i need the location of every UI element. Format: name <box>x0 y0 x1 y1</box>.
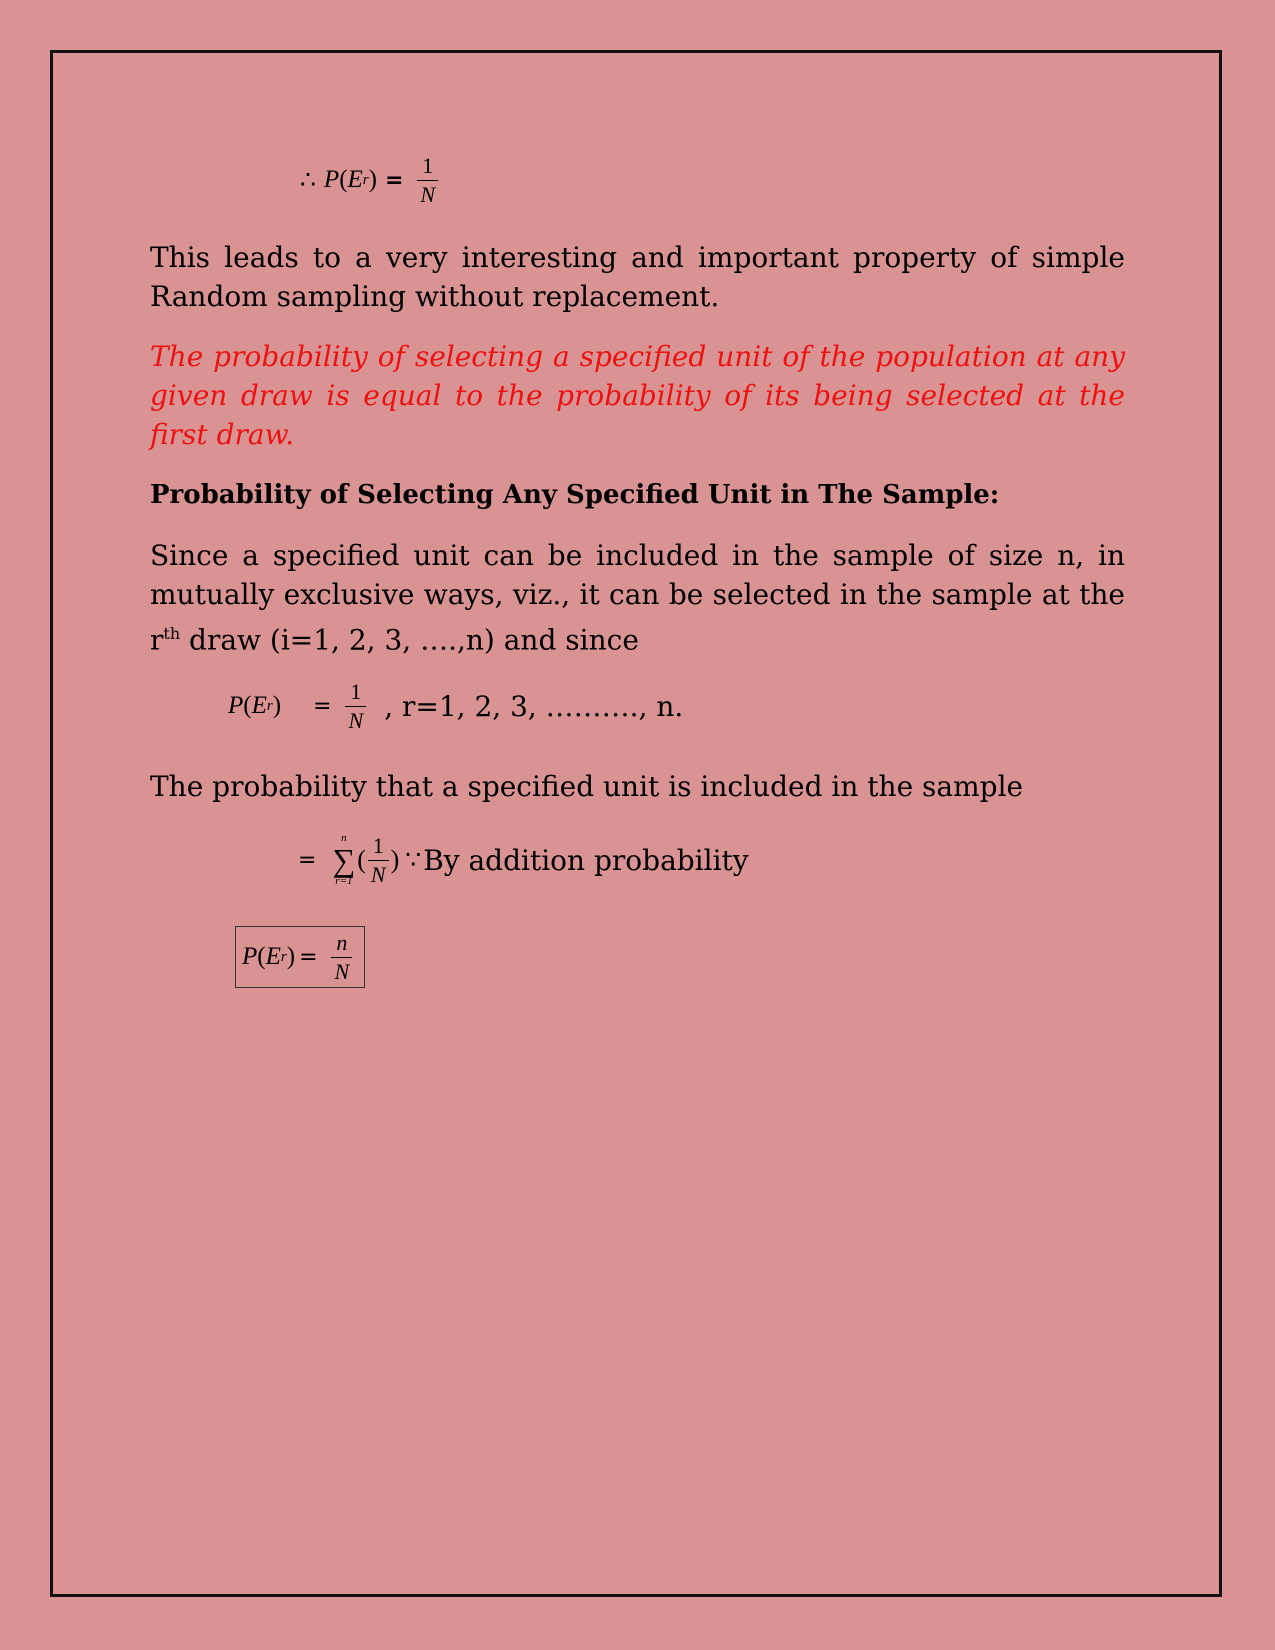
equation-prob-each-draw: P ( E r ) = $\frac{1}{N}$ , r=1, 2, 3, ………., n. <box>228 679 684 733</box>
fraction-denominator: N <box>334 958 350 984</box>
event-subscript: r <box>362 171 369 188</box>
section-heading: Probability of Selecting Any Specified Unit in The Sample: <box>150 480 1000 510</box>
fraction <box>344 678 369 734</box>
prob-symbol: P <box>242 943 258 970</box>
fraction <box>330 929 355 985</box>
equals-sign: = <box>298 847 317 873</box>
equation-therefore-probability: ∴ P ( E r ) = $\frac{1}{N}$ <box>300 152 444 208</box>
event-symbol: E <box>265 943 281 970</box>
equals-sign: = <box>299 944 318 970</box>
because-symbol: ∵ <box>405 847 422 874</box>
superscript-th: th <box>163 624 181 643</box>
explanation-text-a: Since a specified unit can be included in the sample of size n, in mutually exclusive ways, viz., it can be selected in the sample at the r <box>150 539 1125 657</box>
fraction-numerator: 1 <box>368 832 389 861</box>
event-subscript: r <box>266 697 273 714</box>
equation-tail-text: , r=1, 2, 3, ………., n. <box>384 689 684 723</box>
fraction <box>415 152 440 208</box>
event-symbol: E <box>251 692 267 719</box>
summation-upper-limit: n <box>341 832 347 844</box>
summation-operator <box>332 833 355 887</box>
prob-symbol: P <box>323 166 340 193</box>
boxed-result-equation: P ( E r ) = $\frac{n}{N}$ <box>235 926 365 988</box>
event-subscript: r <box>280 948 287 965</box>
prob-symbol: P <box>228 692 244 719</box>
fraction-numerator: 1 <box>417 152 438 181</box>
equals-sign: = <box>313 693 332 719</box>
close-paren: ) <box>390 845 400 874</box>
fraction-denominator: N <box>370 861 386 887</box>
fraction-numerator: n <box>331 929 352 958</box>
probability-included-paragraph: The probability that a specified unit is included in the sample <box>150 770 1024 803</box>
summation-lower-limit: r=1 <box>335 875 353 887</box>
equation-summation <box>298 832 749 888</box>
fraction-denominator: N <box>420 181 436 207</box>
fraction <box>366 832 391 888</box>
explanation-paragraph <box>150 536 1125 659</box>
key-property-paragraph: The probability of selecting a specified unit of the population at any given draw is equal to the probability of its being selected at the first draw. <box>150 340 1125 451</box>
fraction-denominator: N <box>348 707 364 733</box>
event-symbol: E <box>347 166 363 193</box>
equation-tail-text: By addition probability <box>423 843 749 877</box>
open-paren: ( <box>357 845 366 874</box>
explanation-text-b: draw (i=1, 2, 3, ….,n) and since <box>180 623 639 657</box>
equals-sign: = <box>384 167 404 193</box>
summation-sigma: ∑ <box>332 842 356 878</box>
intro-paragraph: This leads to a very interesting and important property of simple Random sampling without replacement. <box>150 241 1125 313</box>
therefore-symbol: ∴ <box>300 167 316 194</box>
fraction-numerator: 1 <box>345 678 366 707</box>
